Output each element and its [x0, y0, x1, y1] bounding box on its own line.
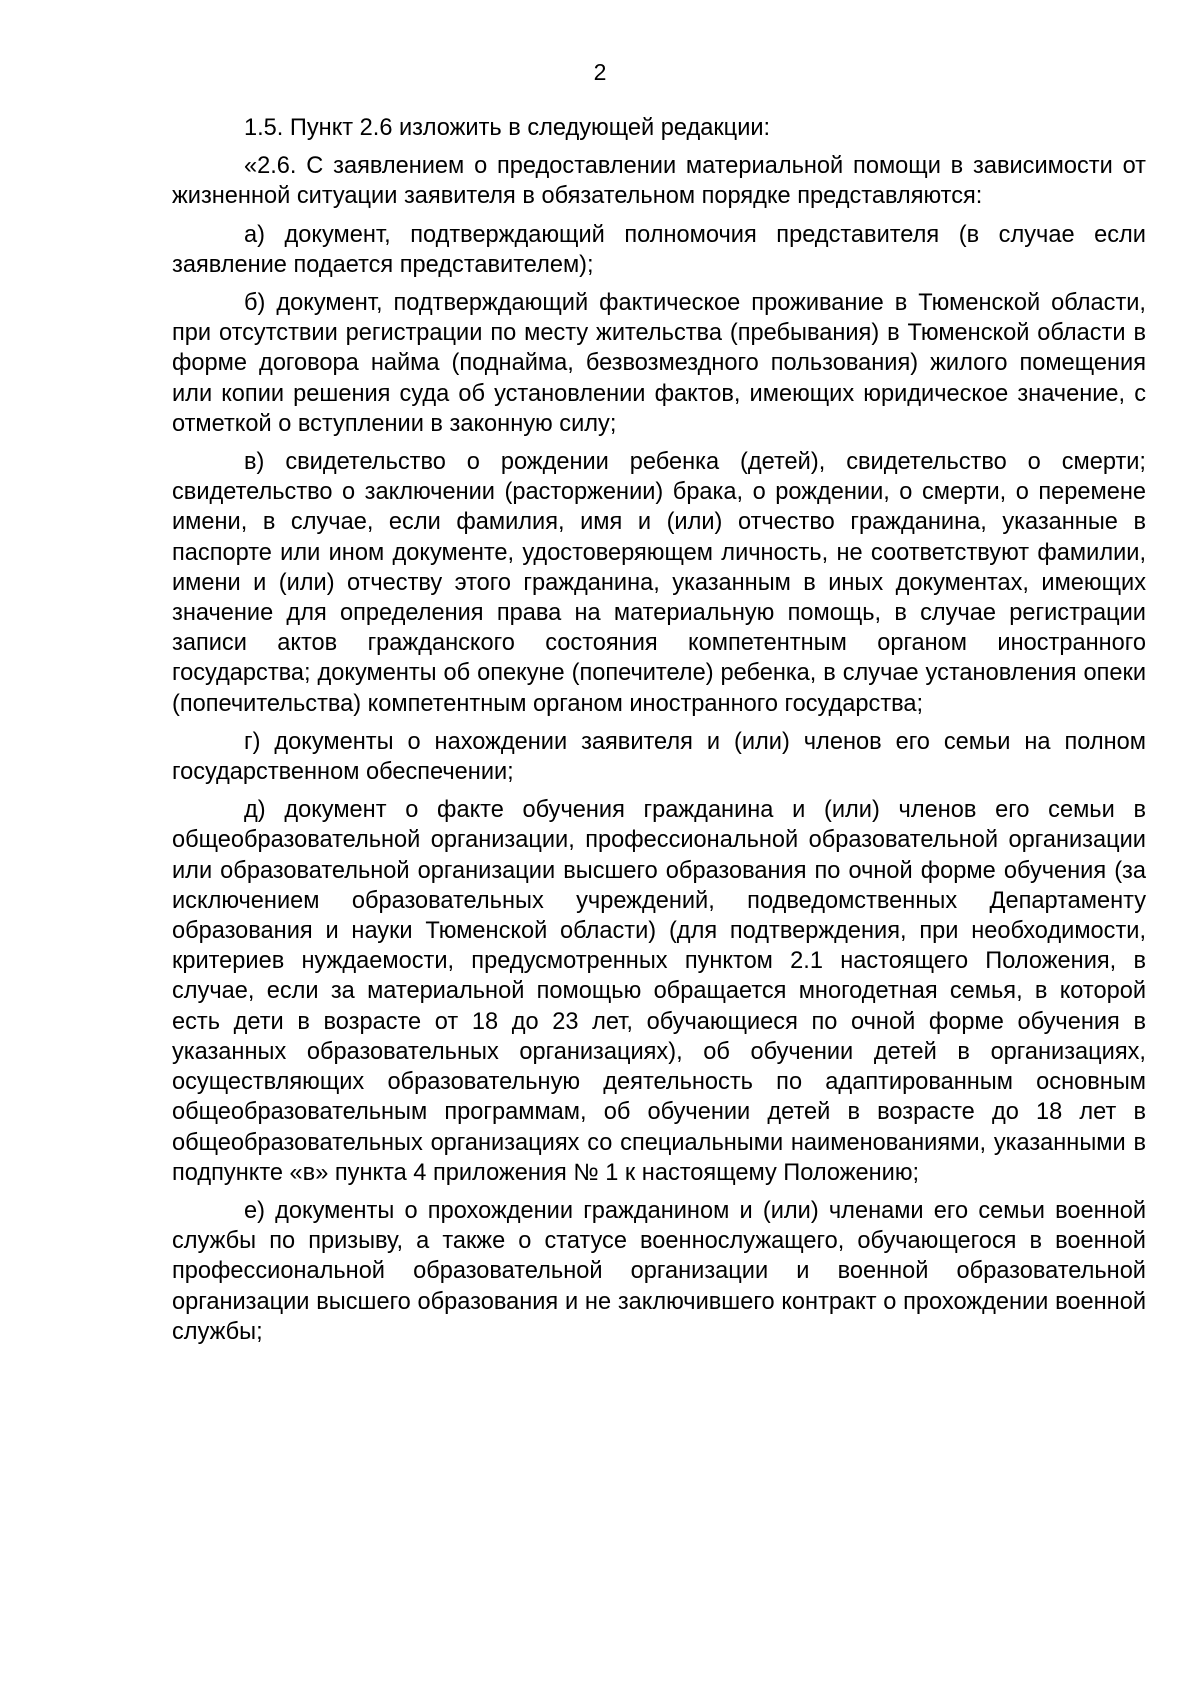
paragraph-clause-2-6: «2.6. С заявлением о предоставлении материальной помощи в зависимости от жизненной ситуации заявителя в обязательном порядке представляются: — [172, 153, 1146, 210]
paragraph-amendment-intro: 1.5. Пункт 2.6 изложить в следующей редакции: — [244, 115, 771, 141]
paragraph-item-e: е) документы о прохождении гражданином и (или) членами его семьи военной службы по призыву, а также о статусе военнослужащего, обучающегося в военной профессиональной образовательной организации и военной образовательной организации высшего образования и не заключившего контракт о прохождении военной службы; — [172, 1197, 1146, 1345]
paragraph-item-b: б) документ, подтверждающий фактическое проживание в Тюменской области, при отсутствии регистрации по месту жительства (пребывания) в Тюменской области в форме договора найма (поднайма, безвозмездного пользования) жилого помещения или копии решения суда об установлении фактов, имеющих юридическое значение, с отметкой о вступлении в законную силу; — [172, 290, 1146, 437]
page-number: 2 — [593, 59, 607, 85]
paragraph-item-a: а) документ, подтверждающий полномочия представителя (в случае если заявление подается представителем); — [172, 221, 1146, 278]
paragraph-item-d: д) документ о факте обучения гражданина и (или) членов его семьи в общеобразовательной организации, профессиональной образовательной организации или образовательной организации высшего образования по очной форме обучения (за исключением образовательных учреждений, подведомственных Департаменту образования и науки Тюменской области) (для подтверждения, при необходимости, критериев нуждаемости, предусмотренных пунктом 2.1 настоящего Положения, в случае, если за материальной помощью обращается многодетная семья, в которой есть дети в возрасте от 18 до 23 лет, обучающиеся по очной форме обучения в указанных образовательных организациях), об обучении детей в организациях, осуществляющих образовательную деятельность по адаптированным основным общеобразовательным программам, об обучении детей в возрасте до 18 лет в общеобразовательных организациях со специальными наименованиями, указанными в подпункте «в» пункта 4 приложения № 1 к настоящему Положению; — [172, 797, 1146, 1186]
document-body — [172, 113, 1146, 1355]
paragraph-item-v: в) свидетельство о рождении ребенка (детей), свидетельство о смерти; свидетельство о заключении (расторжении) брака, о рождении, о смерти, о перемене имени, в случае, если фамилия, имя и (или) отчество гражданина, указанные в паспорте или ином документе, удостоверяющем личность, не соответствуют фамилии, имени и (или) отчеству этого гражданина, указанным в иных документах, имеющих значение для определения права на материальную помощь, в случае регистрации записи актов гражданского состояния компетентным органом иностранного государства; документы об опекуне (попечителе) ребенка, в случае установления опеки (попечительства) компетентным органом иностранного государства; — [172, 449, 1146, 717]
paragraph-item-g: г) документы о нахождении заявителя и (или) членов его семьи на полном государственном обеспечении; — [172, 728, 1146, 786]
